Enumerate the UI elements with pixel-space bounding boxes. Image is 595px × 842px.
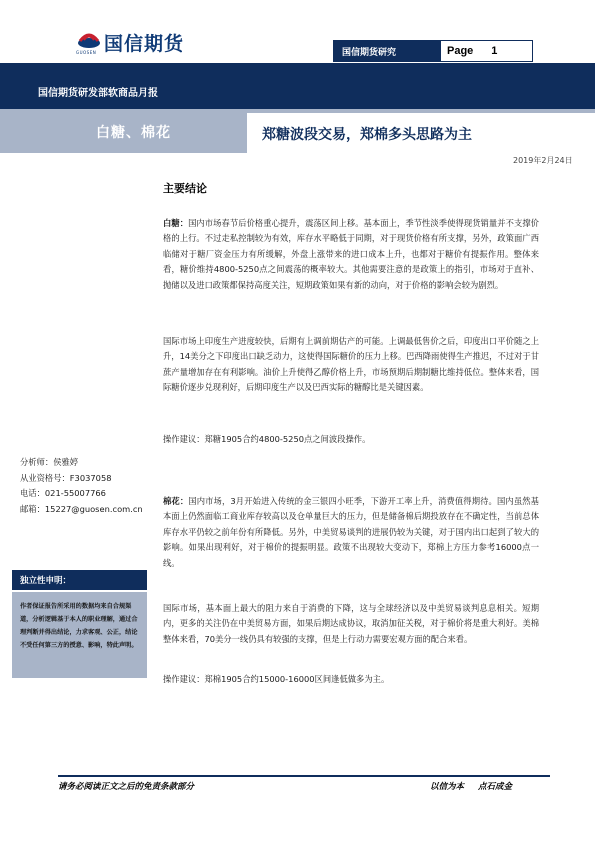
page-label: Page <box>447 45 474 57</box>
analyst-email[interactable]: 邮箱：15227@guosen.com.cn <box>20 503 143 514</box>
paragraph-text: 国际市场，基本面上最大的阻力来自于消费的下降，这与全球经济以及中美贸易谈判息息相关。短期内，更多的关注仍在中美贸易方面，如果后期达成协议，取消加征关税，对于棉价将是重大利好。美棉整体来看，70美分一线仍具有较强的支撑，但是上行动力需要宏观方面的配合来看。 <box>163 603 539 644</box>
paragraph-cotton-advice <box>163 672 539 687</box>
paragraph-text: 操作建议：郑糖1905合约4800-5250点之间波段操作。 <box>163 434 371 444</box>
analyst-cert: 从业资格号：F3037058 <box>20 472 112 483</box>
paragraph-text: 国际市场上印度生产进度较快，后期有上调前期估产的可能。上调最低售价之后，印度出口平价随之上升，14美分之下印度出口缺乏动力，这使得国际糖价的压力上移。巴西降雨使得生产推迟，不过对于甘蔗产量增加存在有利影响。油价上升使得乙醇价格上升，市场预期后期制糖比维持低位。整体来看，国际糖价逐步兑现利好，后期印度生产以及巴西实际的糖醇比是关键因素。 <box>163 336 539 393</box>
paragraph-lead: 棉花： <box>163 496 189 506</box>
independence-title: 独立性申明： <box>12 570 147 590</box>
report-series-title: 国信期货研发部软商品月报 <box>38 88 158 99</box>
report-category: 白糖、棉花 <box>96 125 171 141</box>
section-title: 主要结论 <box>163 182 207 195</box>
footer-divider <box>58 775 550 777</box>
page-number: 1 <box>491 45 498 57</box>
paragraph-sugar-domestic <box>163 216 539 293</box>
paragraph-sugar-international <box>163 334 539 396</box>
paragraph-text: 国内市场春节后价格重心提升，震荡区间上移。基本面上，季节性淡季使得现货销量并不支撑价格的上行。不过走私控制较为有效，库存水平略低于同期，对于现货价格有所支撑，另外，政策面广西临储对于糖厂资金压力有所缓解，外盘上涨带来的进口成本上升，也都对于糖价有提振作用。整体来看，糖价维持4800-5250点之间震荡的概率较大。其他需要注意的是政策上的指引，市场对于直补、抛储以及进口政策都保持高度关注，短期政策如果有新的动向，对于价格的影响会较为剧烈。 <box>163 218 539 290</box>
independence-text: 作者保证报告所采用的数据均来自合规渠道，分析逻辑基于本人的职业理解，通过合理判断并得出结论，力求客观、公正，结论不受任何第三方的授意、影响，特此声明。 <box>12 592 147 678</box>
paragraph-cotton-domestic <box>163 494 539 571</box>
analyst-name: 分析师：侯雅婷 <box>20 457 79 467</box>
paragraph-text: 操作建议：郑棉1905合约15000-16000区间逢低做多为主。 <box>163 674 390 684</box>
company-logo <box>76 28 226 54</box>
analyst-info <box>20 455 143 517</box>
analyst-phone: 电话：021-55007766 <box>20 488 106 499</box>
footer-slogan <box>430 780 526 792</box>
report-date: 2019年2月24日 <box>513 156 573 165</box>
header-page <box>441 41 532 61</box>
report-title: 郑糖波段交易，郑棉多头思路为主 <box>262 127 472 143</box>
header-box <box>333 40 533 62</box>
paragraph-sugar-advice <box>163 432 539 447</box>
slogan-part-2: 点石成金 <box>478 782 513 792</box>
logo-text: 国信期货 <box>104 33 185 55</box>
paragraph-lead: 白糖： <box>163 218 189 228</box>
guosen-emblem-icon <box>76 28 102 50</box>
logo-subtext: GUOSEN <box>76 50 97 55</box>
slogan-part-1: 以信为本 <box>430 782 465 792</box>
footer-disclaimer: 请务必阅读正文之后的免责条款部分 <box>58 782 195 792</box>
header-dept: 国信期货研究 <box>334 41 441 61</box>
paragraph-text: 国内市场，3月开始进入传统的金三银四小旺季，下游开工率上升，消费值得期待。国内虽然基本面上仍然面临工商业库存较高以及仓单量巨大的压力，但是储备棉后期投放存在不确定性，当前总体库存水平仍较之前年份有所降低。另外，中美贸易谈判的进展仍较为关键，对于国内出口起到了较大的影响。如果出现利好，对于棉价的提振明显。政策不出现较大变动下，郑棉上方压力参考16000点一线。 <box>163 496 539 568</box>
paragraph-cotton-international <box>163 601 539 647</box>
